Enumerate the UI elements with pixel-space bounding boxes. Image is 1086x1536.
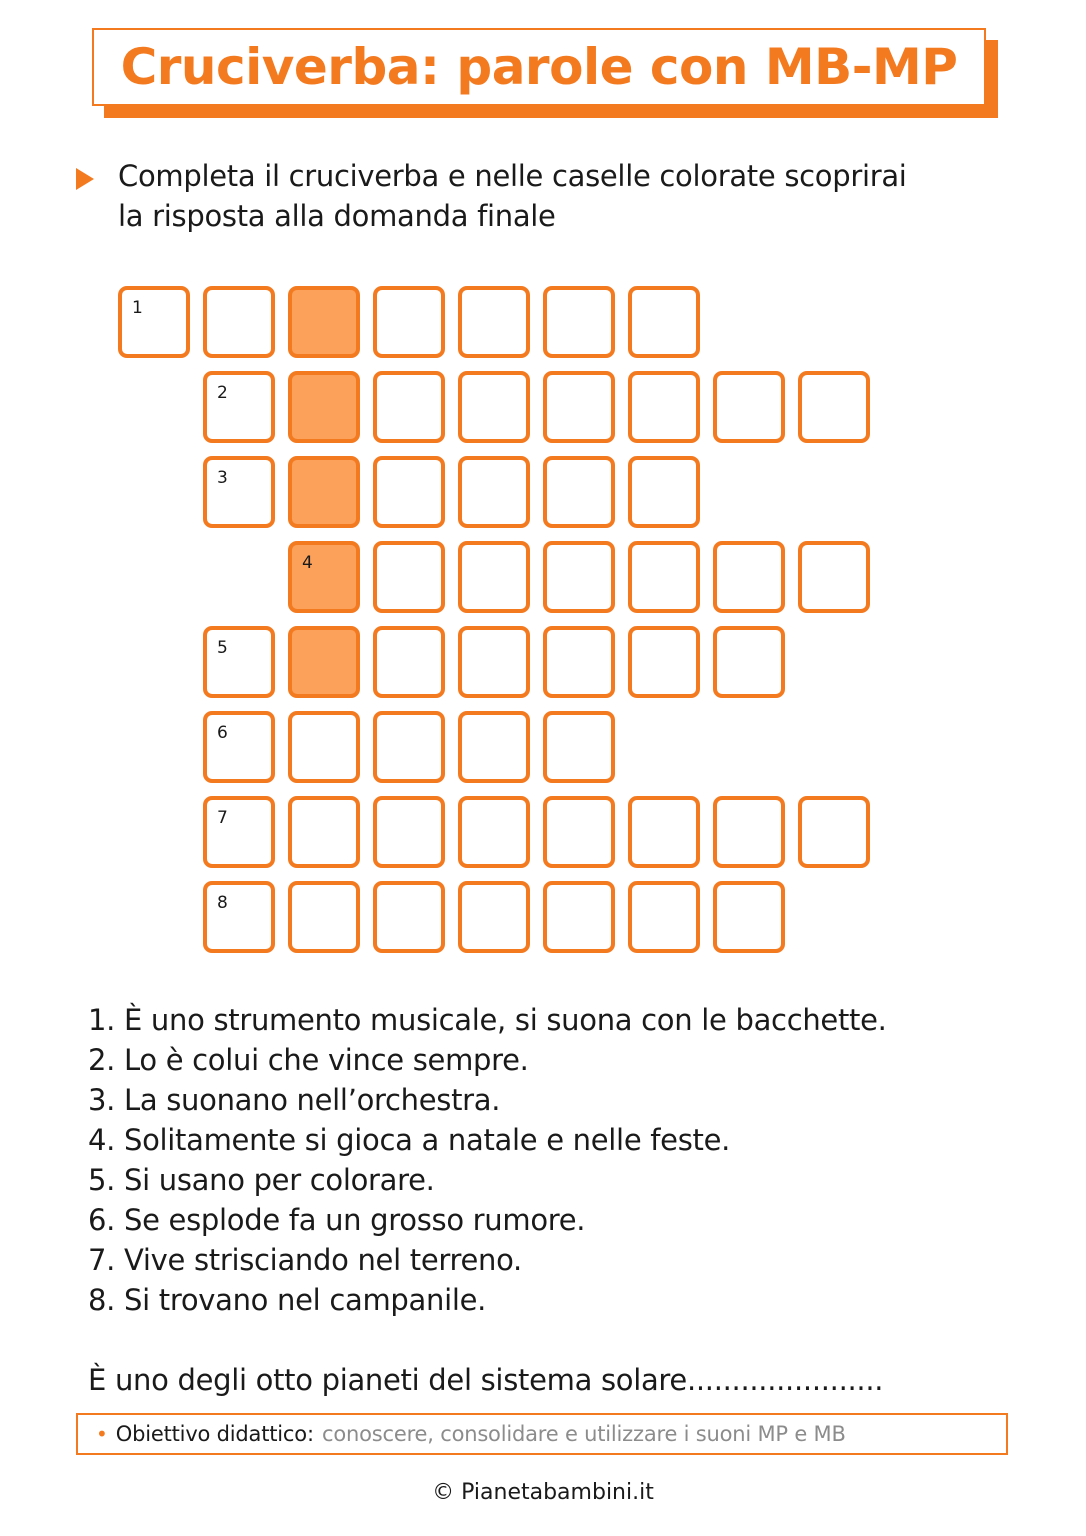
crossword-cell[interactable] [628, 796, 700, 868]
page-title: Cruciverba: parole con MB-MP [120, 38, 958, 96]
cell-number: 5 [217, 638, 228, 658]
cell-number: 3 [217, 468, 228, 488]
crossword-cell[interactable] [713, 541, 785, 613]
cell-number: 6 [217, 723, 228, 743]
crossword-cell[interactable] [458, 626, 530, 698]
crossword-cell[interactable] [713, 626, 785, 698]
instructions-line-1: Completa il cruciverba e nelle caselle colorate scoprirai [118, 159, 907, 193]
crossword-cell[interactable] [373, 711, 445, 783]
crossword-cell[interactable] [543, 286, 615, 358]
crossword-cell[interactable] [203, 881, 275, 953]
crossword-cell[interactable] [543, 711, 615, 783]
crossword-cell[interactable] [288, 796, 360, 868]
crossword-cell[interactable] [203, 796, 275, 868]
final-question: È uno degli otto pianeti del sistema solare...................... [88, 1363, 884, 1397]
crossword-cell[interactable] [713, 881, 785, 953]
crossword-cell[interactable] [373, 796, 445, 868]
crossword-cell[interactable] [373, 626, 445, 698]
crossword-cell[interactable] [713, 371, 785, 443]
cell-number: 4 [302, 553, 313, 573]
clue-item: 5. Si usano per colorare. [88, 1163, 435, 1197]
clue-list [88, 1000, 1048, 1320]
crossword-cell[interactable] [543, 456, 615, 528]
crossword-cell[interactable] [543, 626, 615, 698]
clue-item: 1. È uno strumento musicale, si suona con le bacchette. [88, 1003, 887, 1037]
crossword-cell-highlighted[interactable] [288, 626, 360, 698]
crossword-cell-highlighted[interactable] [288, 541, 360, 613]
crossword-cell[interactable] [458, 371, 530, 443]
crossword-cell[interactable] [373, 371, 445, 443]
crossword-cell[interactable] [458, 541, 530, 613]
crossword-cell[interactable] [628, 881, 700, 953]
cell-number: 1 [132, 298, 143, 318]
crossword-cell[interactable] [373, 541, 445, 613]
crossword-cell[interactable] [203, 371, 275, 443]
crossword-cell[interactable] [798, 796, 870, 868]
crossword-cell[interactable] [628, 371, 700, 443]
clue-item: 7. Vive strisciando nel terreno. [88, 1243, 522, 1277]
goal-text: conoscere, consolidare e utilizzare i suoni MP e MB [322, 1422, 846, 1446]
crossword-cell-highlighted[interactable] [288, 371, 360, 443]
crossword-cell[interactable] [713, 796, 785, 868]
crossword-cell[interactable] [373, 286, 445, 358]
footer-copyright: © Pianetabambini.it [432, 1480, 654, 1505]
crossword-cell[interactable] [373, 456, 445, 528]
crossword-cell[interactable] [458, 286, 530, 358]
crossword-cell[interactable] [118, 286, 190, 358]
crossword-cell[interactable] [458, 711, 530, 783]
clue-item: 2. Lo è colui che vince sempre. [88, 1043, 529, 1077]
goal-box [76, 1413, 1008, 1455]
crossword-cell[interactable] [543, 881, 615, 953]
crossword-cell[interactable] [628, 626, 700, 698]
crossword-cell[interactable] [203, 711, 275, 783]
crossword-cell[interactable] [458, 456, 530, 528]
clue-item: 8. Si trovano nel campanile. [88, 1283, 487, 1317]
crossword-cell[interactable] [458, 881, 530, 953]
crossword-cell[interactable] [288, 881, 360, 953]
crossword-cell-highlighted[interactable] [288, 286, 360, 358]
goal-separator: : [306, 1422, 315, 1446]
cell-number: 8 [217, 893, 228, 913]
crossword-cell[interactable] [203, 286, 275, 358]
crossword-cell[interactable] [203, 626, 275, 698]
crossword-cell[interactable] [458, 796, 530, 868]
goal-bullet: • [96, 1422, 108, 1446]
crossword-cell-highlighted[interactable] [288, 456, 360, 528]
crossword-cell[interactable] [628, 286, 700, 358]
crossword-cell[interactable] [543, 796, 615, 868]
clue-item: 4. Solitamente si gioca a natale e nelle feste. [88, 1123, 731, 1157]
clue-item: 6. Se esplode fa un grosso rumore. [88, 1203, 586, 1237]
cell-number: 7 [217, 808, 228, 828]
crossword-cell[interactable] [543, 371, 615, 443]
crossword-cell[interactable] [798, 371, 870, 443]
crossword-cell[interactable] [628, 541, 700, 613]
goal-label: Obiettivo didattico [115, 1422, 307, 1446]
crossword-cell[interactable] [543, 541, 615, 613]
instructions-line-2: la risposta alla domanda finale [118, 199, 556, 233]
crossword-cell[interactable] [798, 541, 870, 613]
crossword-cell[interactable] [203, 456, 275, 528]
cell-number: 2 [217, 383, 228, 403]
crossword-cell[interactable] [288, 711, 360, 783]
crossword-cell[interactable] [628, 456, 700, 528]
clue-item: 3. La suonano nell’orchestra. [88, 1083, 501, 1117]
crossword-cell[interactable] [373, 881, 445, 953]
